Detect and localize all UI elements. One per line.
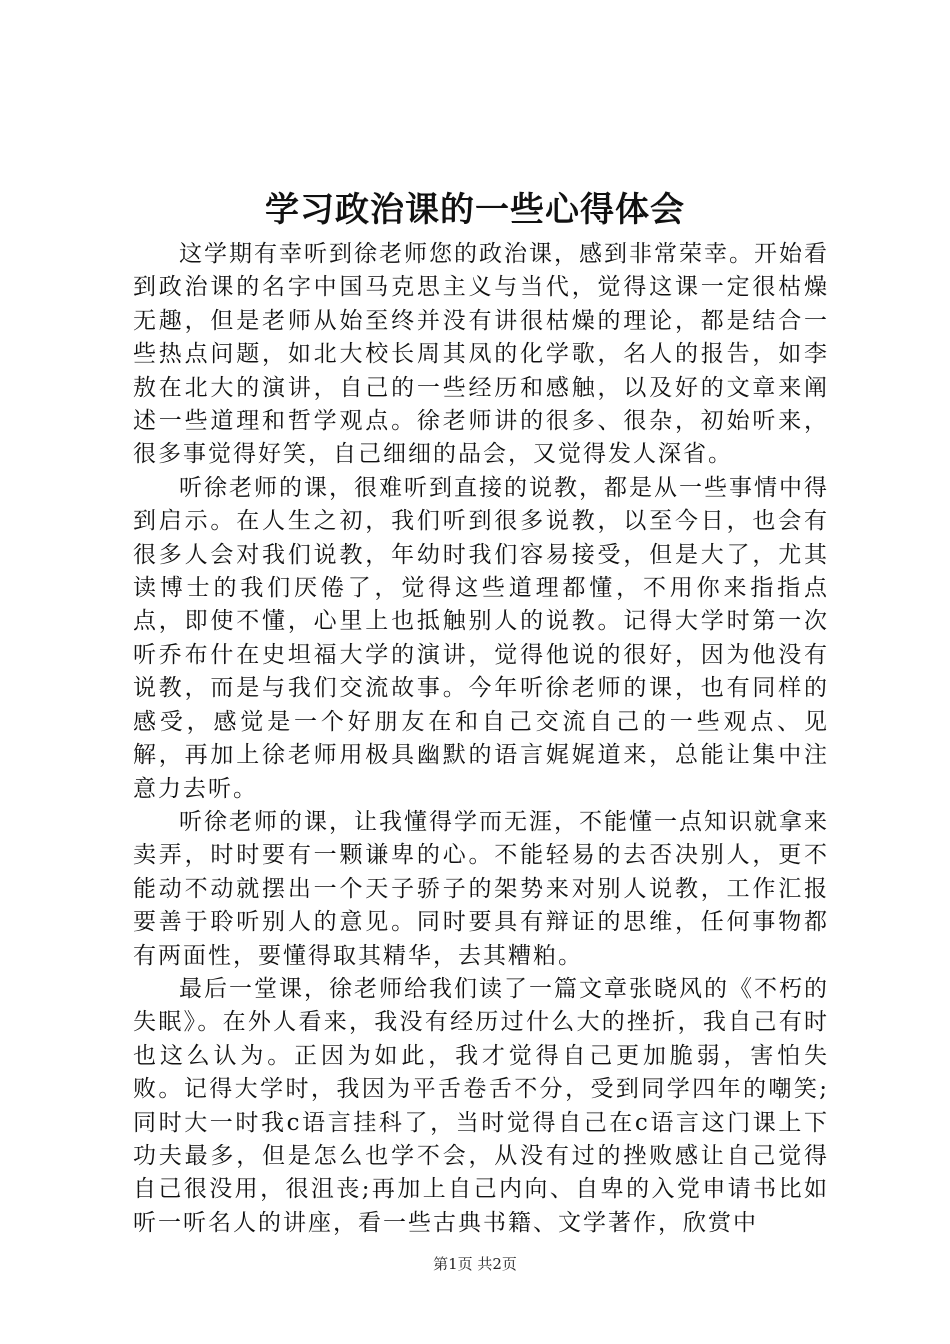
paragraph-2: 听徐老师的课，很难听到直接的说教，都是从一些事情中得到启示。在人生之初，我们听到很多说教，以至今日，也会有很多人会对我们说教，年幼时我们容易接受，但是大了，尤其读博士的我们厌倦了，觉得这些道理都懂，不用你来指指点点，即使不懂，心里上也抵触别人的说教。记得大学时第一次听乔布什在史坦福大学的演讲，觉得他说的很好，因为他没有说教，而是与我们交流故事。今年听徐老师的课，也有同样的感受，感觉是一个好朋友在和自己交流自己的一些观点、见解，再加上徐老师用极具幽默的语言娓娓道来，总能让集中注意力去听。 bbox=[133, 474, 829, 802]
paragraph-1: 这学期有幸听到徐老师您的政治课，感到非常荣幸。开始看到政治课的名字中国马克思主义与当代，觉得这课一定很枯燥无趣，但是老师从始至终并没有讲很枯燥的理论，都是结合一些热点问题，如北大校长周其凤的化学歌，名人的报告，如李敖在北大的演讲，自己的一些经历和感触，以及好的文章来阐述一些道理和哲学观点。徐老师讲的很多、很杂，初始听来，很多事觉得好笑，自己细细的品会，又觉得发人深省。 bbox=[133, 241, 829, 468]
document-body bbox=[133, 238, 829, 1240]
paragraph-3: 听徐老师的课，让我懂得学而无涯，不能懂一点知识就拿来卖弄，时时要有一颗谦卑的心。不能轻易的去否决别人，更不能动不动就摆出一个天子骄子的架势来对别人说教，工作汇报要善于聆听别人的意见。同时要具有辩证的思维，任何事物都有两面性，要懂得取其精华，去其糟粕。 bbox=[133, 808, 829, 969]
paragraph-4: 最后一堂课，徐老师给我们读了一篇文章张晓风的《不朽的失眠》。在外人看来，我没有经历过什么大的挫折，我自己有时也这么认为。正因为如此，我才觉得自己更加脆弱，害怕失败。记得大学时，我因为平舌卷舌不分，受到同学四年的嘲笑;同时大一时我c语言挂科了，当时觉得自己在c语言这门课上下功夫最多，但是怎么也学不会，从没有过的挫败感让自己觉得自己很没用，很沮丧;再加上自己内向、自卑的入党申请书比如听一听名人的讲座，看一些古典书籍、文学著作，欣赏中 bbox=[133, 975, 829, 1236]
page-number-footer: 第1页 共2页 bbox=[433, 1255, 517, 1273]
document-title: 学习政治课的一些心得体会 bbox=[265, 190, 685, 230]
